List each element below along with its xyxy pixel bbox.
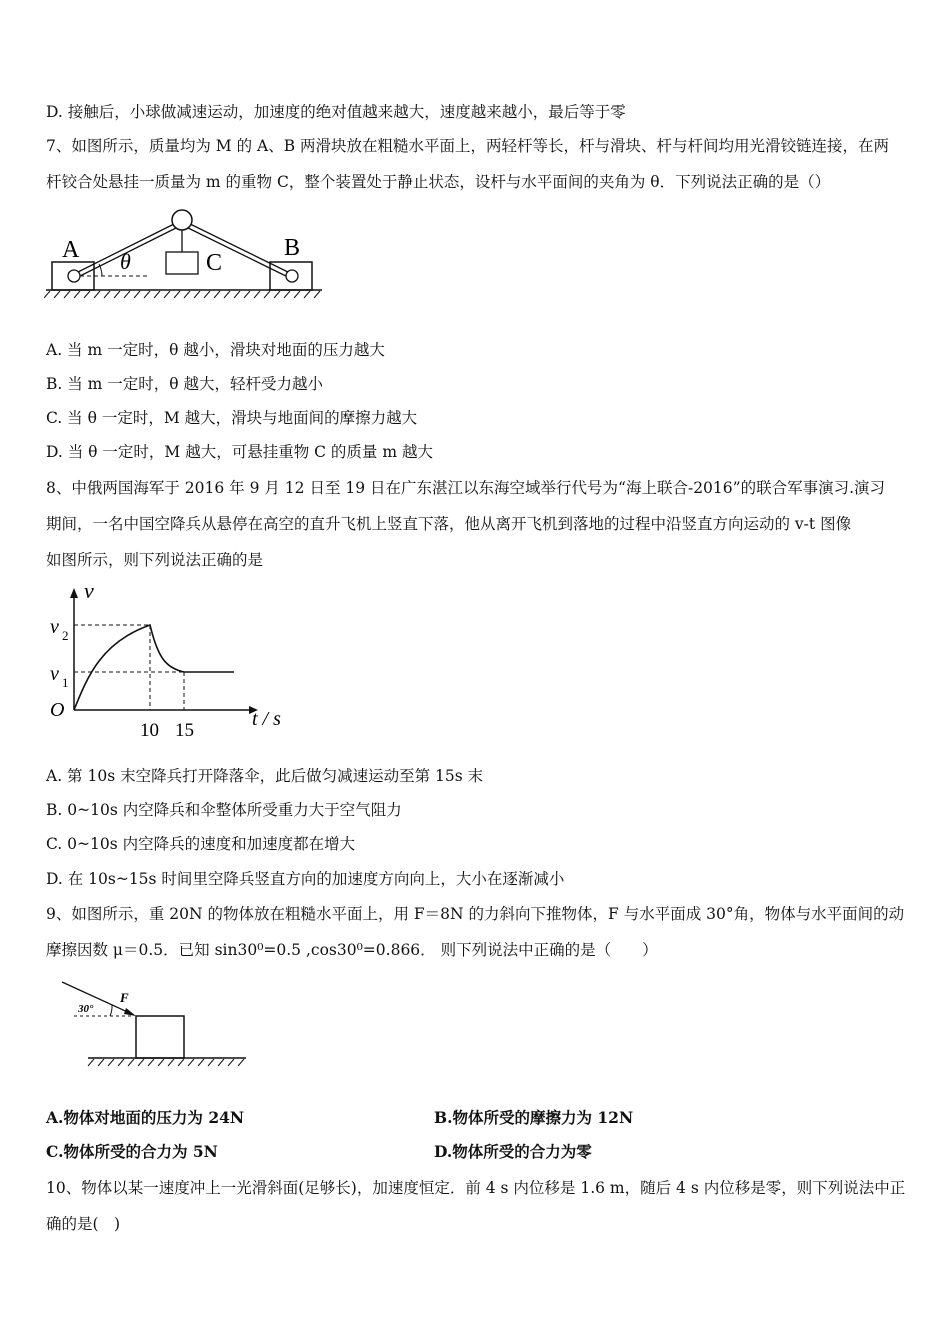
q6-option-d: D. 接触后，小球做减速运动，加速度的绝对值越来越大，速度越来越小，最后等于零 — [46, 103, 626, 121]
axis-x-label: t / s — [252, 708, 281, 730]
v1-subscript: 1 — [62, 675, 69, 690]
label-b: B — [284, 235, 301, 261]
q7-stem-line1: 7、如图所示，质量均为 M 的 A、B 两滑块放在粗糙水平面上，两轻杆等长，杆与滑块、杆与杆间均用光滑铰链连接，在两 — [46, 137, 890, 155]
weight-c — [166, 252, 198, 274]
q9-option-c: C.物体所受的合力为 5N — [46, 1142, 218, 1161]
v1-label: v — [50, 663, 59, 685]
label-c: C — [206, 250, 223, 276]
q9-stem-line1: 9、如图所示，重 20N 的物体放在粗糙水平面上，用 F＝8N 的力斜向下推物体，F 与水平面成 30°角，物体与水平面间的动 — [46, 905, 905, 923]
q8-option-b: B. 0~10s 内空降兵和伞整体所受重力大于空气阻力 — [46, 801, 402, 819]
q8-vt-graph — [44, 580, 294, 745]
angle-label: 30° — [78, 1003, 94, 1015]
q8-option-a: A. 第 10s 末空降兵打开降落伞，此后做匀减速运动至第 15s 末 — [46, 767, 484, 785]
v2-subscript: 2 — [62, 628, 69, 643]
q8-stem-line2: 期间，一名中国空降兵从悬停在高空的直升飞机上竖直下落，他从离开飞机到落地的过程中沿竖直方向运动的 v-t 图像 — [46, 515, 852, 533]
q7-option-b: B. 当 m 一定时，θ 越大，轻杆受力越小 — [46, 375, 324, 393]
velocity-curve — [74, 625, 234, 710]
block — [136, 1016, 184, 1058]
q7-option-a: A. 当 m 一定时，θ 越小，滑块对地面的压力越大 — [46, 341, 385, 359]
q7-figure — [44, 202, 326, 300]
q8-stem-line1: 8、中俄两国海军于 2016 年 9 月 12 日至 19 日在广东湛江以东海空域举行代号为“海上联合-2016”的联合军事演习.演习 — [46, 479, 885, 497]
q7-option-c: C. 当 θ 一定时，M 越大，滑块与地面间的摩擦力越大 — [46, 409, 418, 427]
hinge-top — [172, 210, 192, 230]
q8-stem-line3: 如图所示，则下列说法正确的是 — [46, 551, 264, 569]
q9-option-a: A.物体对地面的压力为 24N — [46, 1108, 245, 1127]
q10-stem-line1: 10、物体以某一速度冲上一光滑斜面(足够长)，加速度恒定．前 4 s 内位移是 1.6 m，随后 4 s 内位移是零，则下列说法中正 — [46, 1179, 906, 1197]
force-label: F — [120, 990, 129, 1005]
axis-y-label: v — [84, 580, 94, 603]
q8-option-d: D. 在 10s~15s 时间里空降兵竖直方向的加速度方向向上，大小在逐渐减小 — [46, 870, 565, 888]
tick-15: 15 — [175, 720, 194, 741]
q7-stem-line2: 杆铰合处悬挂一质量为 m 的重物 C，整个装置处于静止状态，设杆与水平面间的夹角为 θ．下列说法正确的是（） — [46, 173, 831, 191]
q9-option-b: B.物体所受的摩擦力为 12N — [434, 1108, 634, 1127]
q10-stem-line2: 确的是( ) — [46, 1215, 121, 1233]
tick-10: 10 — [140, 720, 159, 741]
hinge-b — [286, 270, 298, 282]
label-theta: θ — [120, 249, 131, 274]
q9-figure — [60, 976, 250, 1072]
origin-label: O — [50, 699, 65, 721]
q8-option-c: C. 0~10s 内空降兵的速度和加速度都在增大 — [46, 835, 356, 853]
q7-option-d: D. 当 θ 一定时，M 越大，可悬挂重物 C 的质量 m 越大 — [46, 443, 433, 461]
q9-option-d: D.物体所受的合力为零 — [434, 1142, 592, 1161]
label-a: A — [62, 237, 80, 263]
v2-label: v — [50, 616, 59, 638]
q9-stem-line2: 摩擦因数 μ＝0.5．已知 sin30⁰=0.5 ,cos30⁰=0.866． 则下列说法中正确的是（ ） — [46, 941, 658, 959]
hinge-a — [68, 270, 80, 282]
